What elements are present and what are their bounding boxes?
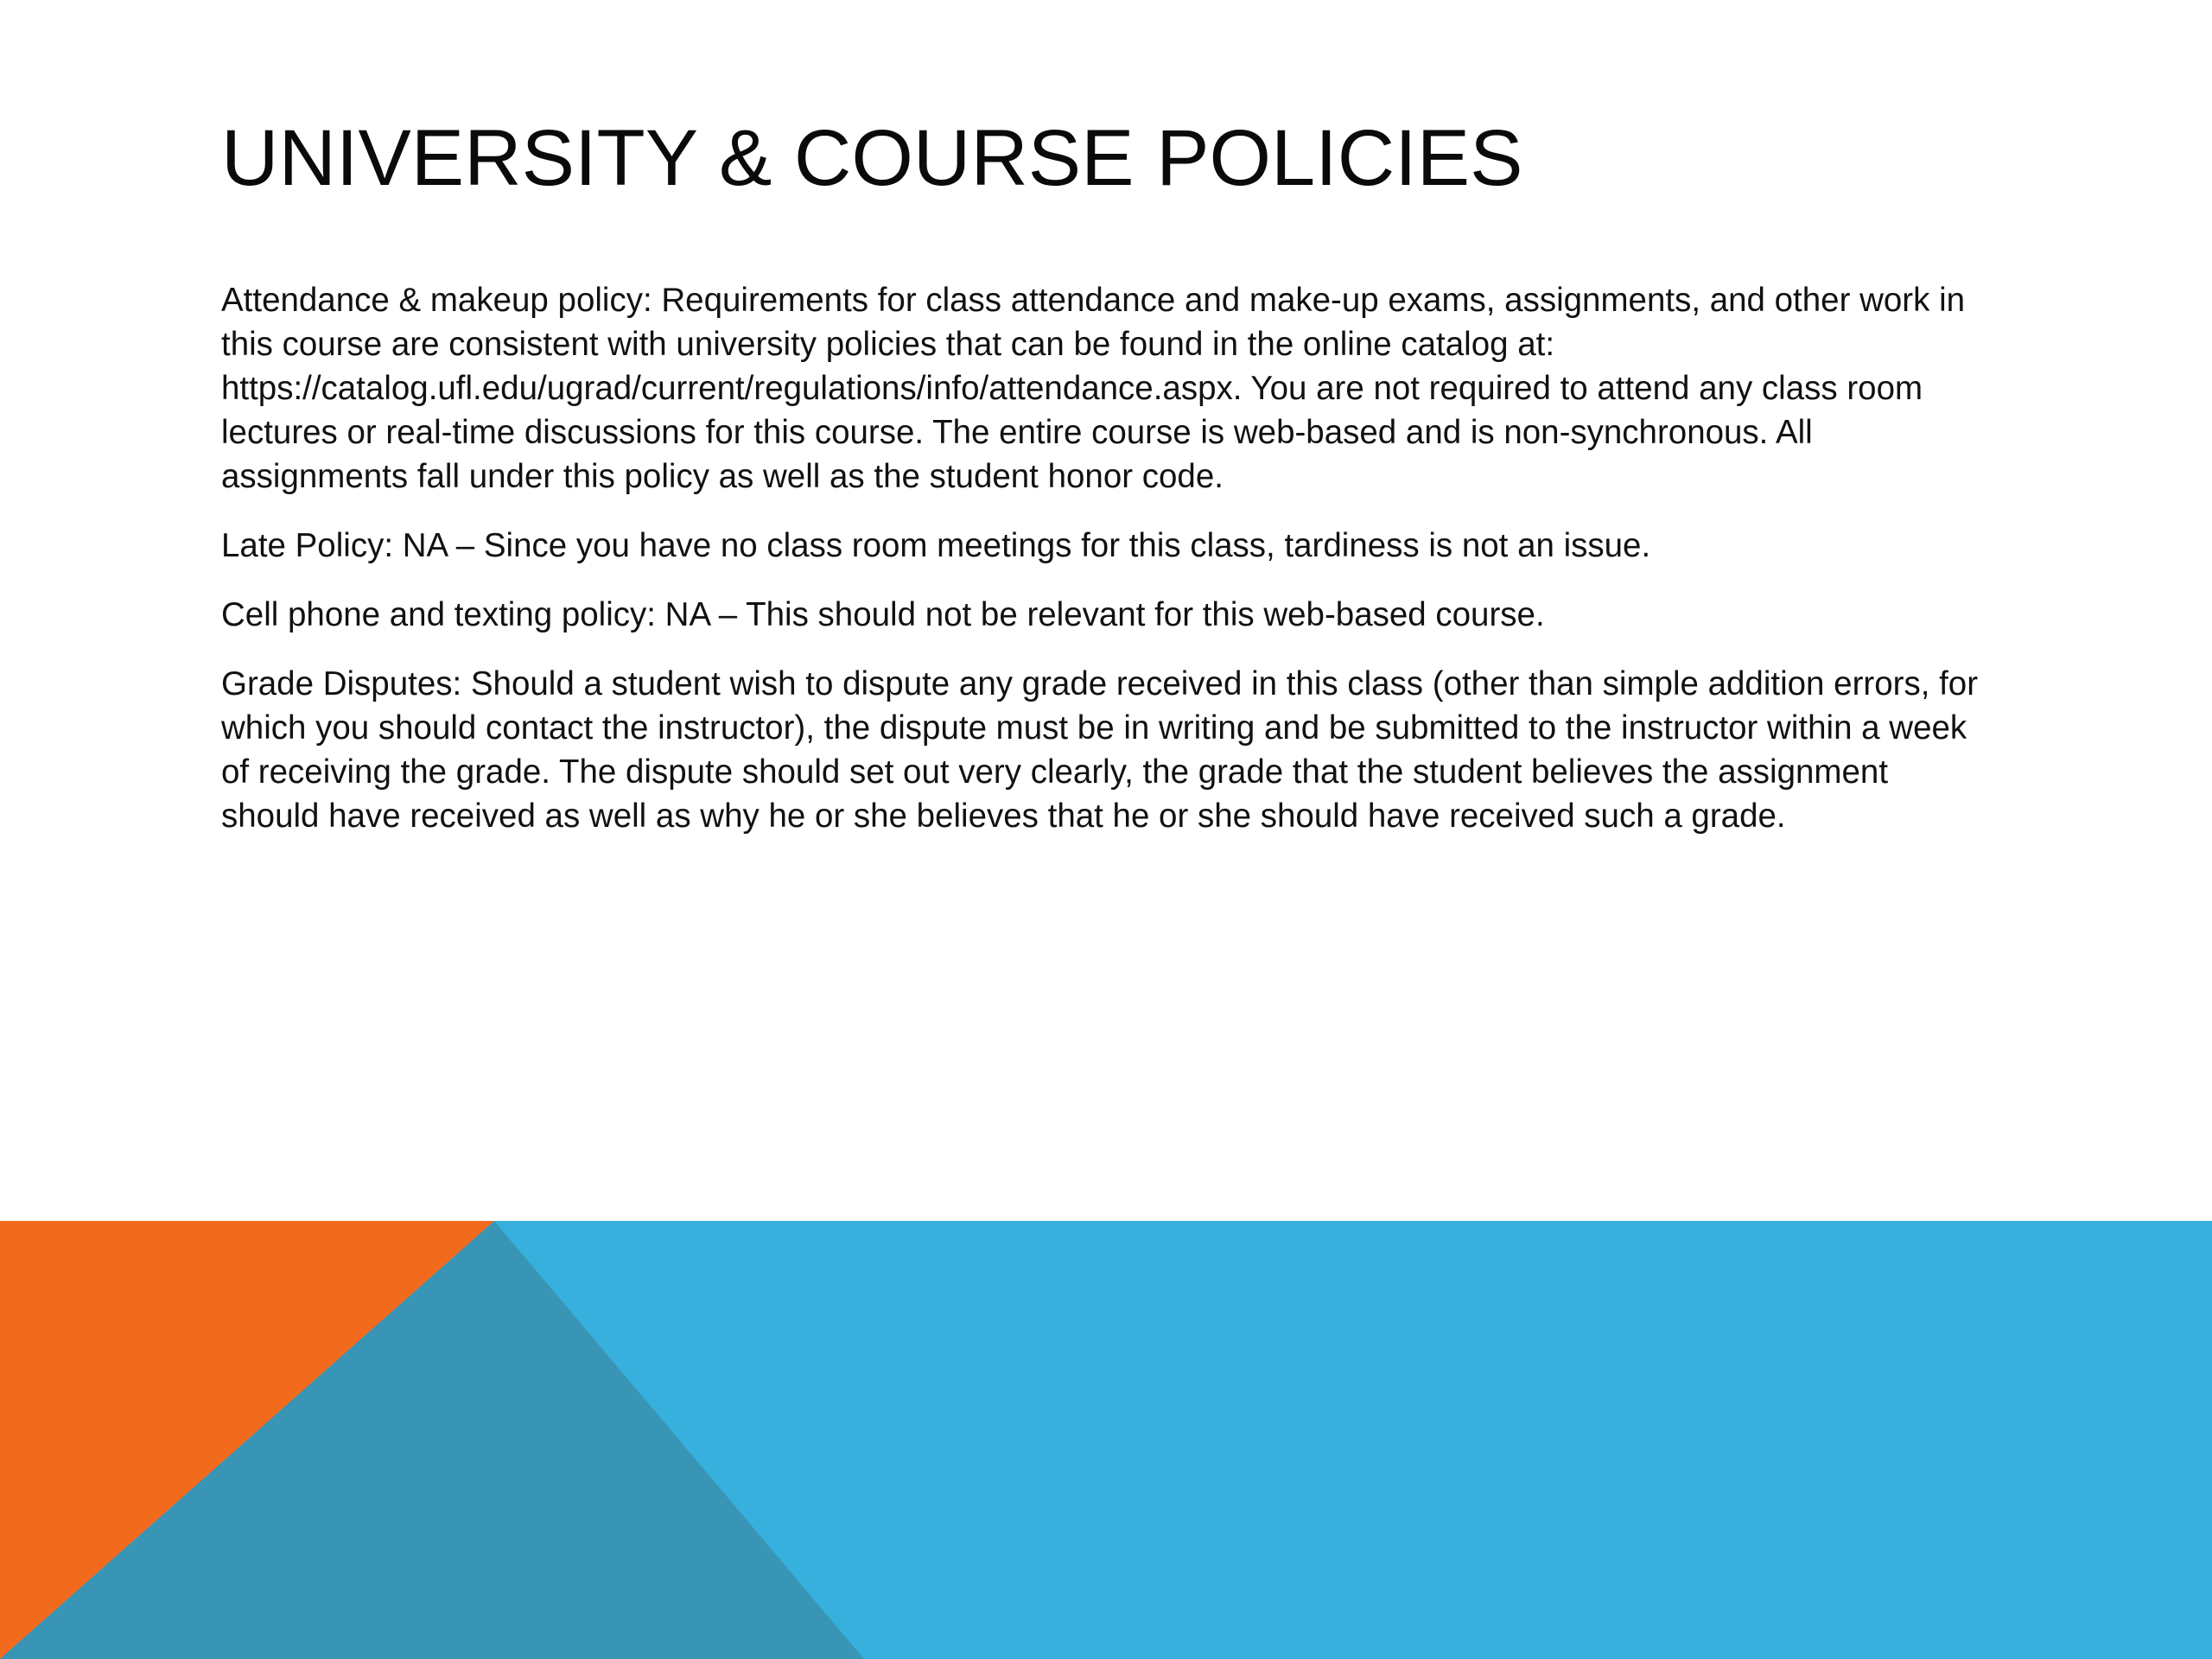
decorative-footer-shapes bbox=[0, 1221, 2212, 1659]
slide-title: UNIVERSITY & COURSE POLICIES bbox=[221, 114, 1523, 202]
attendance-policy-paragraph: Attendance & makeup policy: Requirements for class attendance and make-up exams, assignments, and other work in this course are consistent with university policies that can be found in the online catalog at: https://catalog.ufl.edu/ugrad/current/regulations/info/attendance.aspx. You are not required to attend any class room lectures or real-time discussions for this course. The entire course is web-based and is non-synchronous. All assignments fall under this policy as well as the student honor code. bbox=[221, 282, 1966, 495]
slide-body bbox=[221, 278, 1993, 863]
late-policy-paragraph: Late Policy: NA – Since you have no class room meetings for this class, tardiness is not an issue. bbox=[221, 527, 1651, 564]
grade-disputes-paragraph: Grade Disputes: Should a student wish to dispute any grade received in this class (other than simple addition errors, for which you should contact the instructor), the dispute must be in writing and be submitted to the instructor within a week of receiving the grade. The dispute should set out very clearly, the grade that the student believes the assignment should have received as well as why he or she believes that he or she should have received such a grade. bbox=[221, 665, 1979, 835]
cell-phone-policy-paragraph: Cell phone and texting policy: NA – This should not be relevant for this web-based course. bbox=[221, 596, 1545, 633]
